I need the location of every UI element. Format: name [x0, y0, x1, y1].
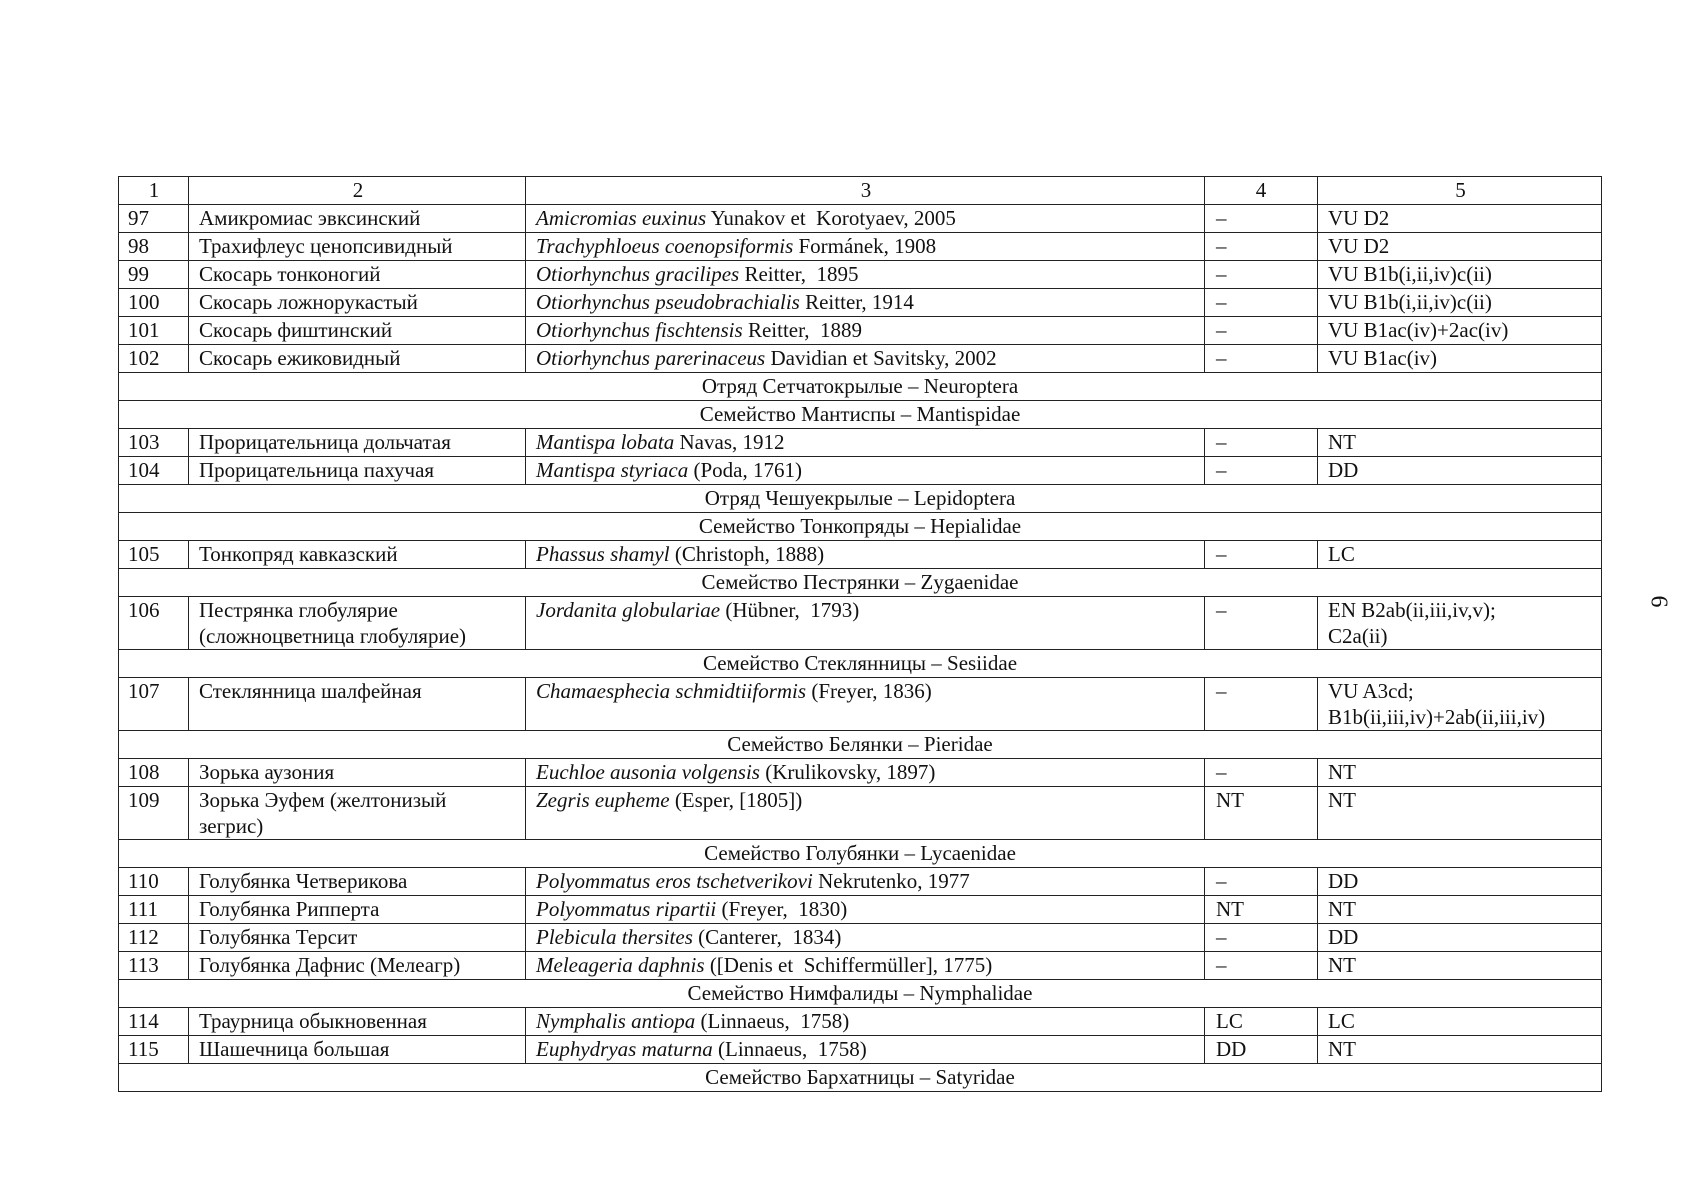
table-header-row	[119, 177, 1602, 205]
section-title: Семейство Тонкопряды – Hepialidae	[119, 513, 1602, 541]
category-col-4-value: DD	[1216, 1037, 1247, 1061]
category-col-4	[1205, 597, 1318, 650]
latin-name-cell	[526, 868, 1205, 896]
iucn-category-cell	[1318, 952, 1602, 980]
category-col-4	[1205, 317, 1318, 345]
taxon-author: ([Denis et Schiffermüller], 1775)	[704, 953, 993, 977]
iucn-category-cell	[1318, 429, 1602, 457]
russian-name-cell	[189, 233, 526, 261]
latin-name-cell	[526, 1036, 1205, 1064]
russian-name-cell	[189, 541, 526, 569]
table-row	[119, 787, 1602, 840]
row-number: 107	[119, 678, 189, 731]
section-title: Семейство Нимфалиды – Nymphalidae	[119, 980, 1602, 1008]
row-number: 103	[119, 429, 189, 457]
section-header-row	[119, 650, 1602, 678]
row-number: 112	[119, 924, 189, 952]
iucn-category-cell	[1318, 289, 1602, 317]
table-row	[119, 597, 1602, 650]
latin-name-cell	[526, 261, 1205, 289]
section-header-row	[119, 840, 1602, 868]
latin-name-cell	[526, 952, 1205, 980]
row-number: 105	[119, 541, 189, 569]
iucn-category: VU D2	[1328, 234, 1390, 258]
row-number: 115	[119, 1036, 189, 1064]
latin-name-cell	[526, 541, 1205, 569]
table-row	[119, 457, 1602, 485]
taxon-author: Reitter, 1889	[742, 318, 863, 342]
row-number: 101	[119, 317, 189, 345]
category-col-4	[1205, 233, 1318, 261]
category-col-4	[1205, 1008, 1318, 1036]
category-col-4-value: –	[1216, 206, 1227, 230]
latin-name-cell	[526, 205, 1205, 233]
section-title: Семейство Стеклянницы – Sesiidae	[119, 650, 1602, 678]
category-col-4-value: –	[1216, 869, 1227, 893]
iucn-category: VU B1ac(iv)	[1328, 346, 1438, 370]
section-header-row	[119, 401, 1602, 429]
category-col-4-value: NT	[1216, 897, 1244, 921]
taxon-author: Navas, 1912	[674, 430, 785, 454]
category-col-4	[1205, 1036, 1318, 1064]
section-title: Семейство Голубянки – Lycaenidae	[119, 840, 1602, 868]
table-row	[119, 541, 1602, 569]
row-number: 108	[119, 759, 189, 787]
taxon-author: Yunakov et Korotyaev, 2005	[706, 206, 956, 230]
table-body	[119, 177, 1602, 1092]
category-col-4	[1205, 541, 1318, 569]
section-header-row	[119, 485, 1602, 513]
taxon-author: (Freyer, 1830)	[716, 897, 848, 921]
russian-name: Голубянка Дафнис (Мелеагр)	[199, 953, 461, 977]
category-col-4	[1205, 205, 1318, 233]
header-col-4: 4	[1205, 177, 1318, 205]
iucn-category: DD	[1328, 869, 1359, 893]
russian-name-cell	[189, 289, 526, 317]
category-col-4-value: –	[1216, 458, 1227, 482]
scientific-name: Euchloe ausonia volgensis	[536, 760, 760, 784]
category-col-4	[1205, 429, 1318, 457]
row-number: 97	[119, 205, 189, 233]
latin-name-cell	[526, 1008, 1205, 1036]
section-header-row	[119, 569, 1602, 597]
table-row	[119, 952, 1602, 980]
russian-name-line-2: зегрис)	[199, 814, 264, 838]
category-col-4-value: –	[1216, 262, 1227, 286]
table-row	[119, 1008, 1602, 1036]
russian-name-cell	[189, 924, 526, 952]
latin-name-cell	[526, 678, 1205, 731]
taxon-author: Formánek, 1908	[793, 234, 937, 258]
table-row	[119, 233, 1602, 261]
table-row	[119, 261, 1602, 289]
russian-name-cell	[189, 597, 526, 650]
iucn-category: LC	[1328, 1009, 1355, 1033]
iucn-category-cell	[1318, 924, 1602, 952]
iucn-category-cell	[1318, 261, 1602, 289]
russian-name: Шашечница большая	[199, 1037, 390, 1061]
category-col-4	[1205, 896, 1318, 924]
russian-name: Прорицательница дольчатая	[199, 430, 451, 454]
iucn-category: NT	[1328, 953, 1356, 977]
taxon-author: Davidian et Savitsky, 2002	[765, 346, 997, 370]
scientific-name: Otiorhynchus gracilipes	[536, 262, 740, 286]
row-number: 99	[119, 261, 189, 289]
iucn-category-cell	[1318, 1008, 1602, 1036]
russian-name: Траурница обыкновенная	[199, 1009, 427, 1033]
latin-name-cell	[526, 759, 1205, 787]
iucn-category-cell	[1318, 678, 1602, 731]
category-col-4-value: –	[1216, 760, 1227, 784]
scientific-name: Jordanita globulariae	[536, 598, 721, 622]
russian-name-cell	[189, 868, 526, 896]
table-row	[119, 317, 1602, 345]
iucn-category-line-2: B1b(ii,iii,iv)+2ab(ii,iii,iv)	[1328, 705, 1546, 729]
russian-name-cell	[189, 787, 526, 840]
taxon-author: Nekrutenko, 1977	[812, 869, 970, 893]
latin-name-cell	[526, 924, 1205, 952]
russian-name-cell	[189, 345, 526, 373]
scientific-name: Meleageria daphnis	[536, 953, 705, 977]
russian-name: Голубянка Рипперта	[199, 897, 380, 921]
section-header-row	[119, 373, 1602, 401]
header-col-3: 3	[526, 177, 1205, 205]
russian-name: Голубянка Четверикова	[199, 869, 408, 893]
taxon-author: Reitter, 1914	[799, 290, 914, 314]
russian-name-cell	[189, 457, 526, 485]
russian-name: Пестрянка глобулярие	[199, 598, 398, 622]
russian-name: Скосарь фиштинский	[199, 318, 393, 342]
russian-name-line-2	[199, 704, 517, 730]
russian-name-cell	[189, 429, 526, 457]
iucn-category-cell	[1318, 787, 1602, 840]
russian-name: Зорька аузония	[199, 760, 335, 784]
latin-name-cell	[526, 345, 1205, 373]
category-col-4-value: –	[1216, 234, 1227, 258]
species-table-container	[118, 176, 1595, 1092]
taxon-author: (Krulikovsky, 1897)	[759, 760, 936, 784]
iucn-category-cell	[1318, 868, 1602, 896]
page-number: 6	[1645, 595, 1672, 608]
russian-name: Стеклянница шалфейная	[199, 679, 422, 703]
iucn-category-cell	[1318, 896, 1602, 924]
latin-name-cell	[526, 787, 1205, 840]
iucn-category-cell	[1318, 1036, 1602, 1064]
section-title: Семейство Бархатницы – Satyridae	[119, 1064, 1602, 1092]
latin-name-cell	[526, 597, 1205, 650]
iucn-category: DD	[1328, 925, 1359, 949]
table-row	[119, 429, 1602, 457]
scientific-name: Amicromias euxinus	[536, 206, 707, 230]
iucn-category: NT	[1328, 430, 1356, 454]
row-number: 109	[119, 787, 189, 840]
latin-name-cell	[526, 457, 1205, 485]
category-col-4-value: –	[1216, 953, 1227, 977]
iucn-category: VU A3cd;	[1328, 679, 1414, 703]
iucn-category-cell	[1318, 205, 1602, 233]
iucn-category: LC	[1328, 542, 1355, 566]
header-col-2: 2	[189, 177, 526, 205]
iucn-category: VU B1b(i,ii,iv)c(ii)	[1328, 290, 1492, 314]
category-col-4	[1205, 952, 1318, 980]
iucn-category-line-2: C2a(ii)	[1328, 624, 1388, 648]
table-row	[119, 289, 1602, 317]
scientific-name: Nymphalis antiopa	[536, 1009, 696, 1033]
russian-name-cell	[189, 1008, 526, 1036]
latin-name-cell	[526, 233, 1205, 261]
scientific-name: Otiorhynchus pseudobrachialis	[536, 290, 800, 314]
section-title: Семейство Белянки – Pieridae	[119, 731, 1602, 759]
latin-name-cell	[526, 317, 1205, 345]
taxon-author: (Canterer, 1834)	[692, 925, 842, 949]
iucn-category-cell	[1318, 457, 1602, 485]
category-col-4-value: –	[1216, 318, 1227, 342]
iucn-category: NT	[1328, 897, 1356, 921]
scientific-name: Mantispa lobata	[536, 430, 675, 454]
russian-name: Скосарь ежиковидный	[199, 346, 401, 370]
iucn-category-cell	[1318, 597, 1602, 650]
header-col-1: 1	[119, 177, 189, 205]
row-number: 114	[119, 1008, 189, 1036]
category-col-4	[1205, 261, 1318, 289]
scientific-name: Euphydryas maturna	[536, 1037, 713, 1061]
row-number: 113	[119, 952, 189, 980]
category-col-4	[1205, 457, 1318, 485]
table-row	[119, 345, 1602, 373]
category-col-4	[1205, 924, 1318, 952]
category-col-4-value: –	[1216, 598, 1227, 622]
category-col-4-value: –	[1216, 346, 1227, 370]
taxon-author: (Freyer, 1836)	[806, 679, 932, 703]
taxon-author: (Linnaeus, 1758)	[695, 1009, 850, 1033]
iucn-category: NT	[1328, 788, 1356, 812]
species-table	[118, 176, 1602, 1092]
row-number: 111	[119, 896, 189, 924]
section-header-row	[119, 513, 1602, 541]
category-col-4-value: –	[1216, 679, 1227, 703]
row-number: 106	[119, 597, 189, 650]
table-row	[119, 896, 1602, 924]
iucn-category-cell	[1318, 345, 1602, 373]
iucn-category: VU B1b(i,ii,iv)c(ii)	[1328, 262, 1492, 286]
scientific-name: Plebicula thersites	[536, 925, 693, 949]
row-number: 110	[119, 868, 189, 896]
russian-name-cell	[189, 896, 526, 924]
category-col-4	[1205, 868, 1318, 896]
category-col-4-value: –	[1216, 430, 1227, 454]
latin-name-cell	[526, 289, 1205, 317]
russian-name-cell	[189, 678, 526, 731]
taxon-author: (Esper, [1805])	[669, 788, 803, 812]
category-col-4	[1205, 345, 1318, 373]
section-title: Отряд Чешуекрылые – Lepidoptera	[119, 485, 1602, 513]
scientific-name: Mantispa styriaca	[536, 458, 689, 482]
taxon-author: (Poda, 1761)	[688, 458, 802, 482]
iucn-category-cell	[1318, 317, 1602, 345]
scientific-name: Polyommatus ripartii	[536, 897, 717, 921]
table-row	[119, 868, 1602, 896]
section-header-row	[119, 1064, 1602, 1092]
section-header-row	[119, 980, 1602, 1008]
russian-name-cell	[189, 759, 526, 787]
header-col-5: 5	[1318, 177, 1602, 205]
scientific-name: Chamaesphecia schmidtiiformis	[536, 679, 807, 703]
category-col-4-value: –	[1216, 542, 1227, 566]
table-row	[119, 924, 1602, 952]
scientific-name: Polyommatus eros tschetverikovi	[536, 869, 813, 893]
iucn-category-cell	[1318, 541, 1602, 569]
russian-name-cell	[189, 1036, 526, 1064]
taxon-author: (Linnaeus, 1758)	[712, 1037, 867, 1061]
russian-name-cell	[189, 205, 526, 233]
russian-name: Скосарь тонконогий	[199, 262, 381, 286]
iucn-category: EN B2ab(ii,iii,iv,v);	[1328, 598, 1496, 622]
category-col-4-value: LC	[1216, 1009, 1243, 1033]
russian-name: Прорицательница пахучая	[199, 458, 435, 482]
category-col-4-value: NT	[1216, 788, 1244, 812]
russian-name-cell	[189, 317, 526, 345]
iucn-category-cell	[1318, 233, 1602, 261]
iucn-category: DD	[1328, 458, 1359, 482]
russian-name-cell	[189, 261, 526, 289]
russian-name-cell	[189, 952, 526, 980]
row-number: 100	[119, 289, 189, 317]
row-number: 104	[119, 457, 189, 485]
category-col-4-value: –	[1216, 925, 1227, 949]
category-col-4	[1205, 787, 1318, 840]
russian-name: Тонкопряд кавказский	[199, 542, 398, 566]
scientific-name: Trachyphloeus coenopsiformis	[536, 234, 794, 258]
iucn-category: VU D2	[1328, 206, 1390, 230]
row-number: 102	[119, 345, 189, 373]
category-col-4	[1205, 759, 1318, 787]
iucn-category: NT	[1328, 1037, 1356, 1061]
iucn-category: VU B1ac(iv)+2ac(iv)	[1328, 318, 1509, 342]
category-col-4	[1205, 678, 1318, 731]
russian-name: Голубянка Терсит	[199, 925, 358, 949]
russian-name: Скосарь ложнорукастый	[199, 290, 418, 314]
taxon-author: Reitter, 1895	[739, 262, 859, 286]
latin-name-cell	[526, 429, 1205, 457]
section-title: Семейство Мантиспы – Mantispidae	[119, 401, 1602, 429]
scientific-name: Zegris eupheme	[536, 788, 670, 812]
section-title: Отряд Сетчатокрылые – Neuroptera	[119, 373, 1602, 401]
latin-name-cell	[526, 896, 1205, 924]
section-title: Семейство Пестрянки – Zygaenidae	[119, 569, 1602, 597]
category-col-4-value: –	[1216, 290, 1227, 314]
row-number: 98	[119, 233, 189, 261]
scientific-name: Otiorhynchus parerinaceus	[536, 346, 766, 370]
scientific-name: Otiorhynchus fischtensis	[536, 318, 743, 342]
taxon-author: (Hübner, 1793)	[720, 598, 860, 622]
russian-name-line-2: (сложноцветница глобулярие)	[199, 624, 467, 648]
russian-name: Трахифлеус ценопсивидный	[199, 234, 453, 258]
iucn-category-line-2	[1328, 813, 1593, 839]
table-row	[119, 205, 1602, 233]
russian-name: Зорька Эуфем (желтонизый	[199, 788, 447, 812]
taxon-author: (Christoph, 1888)	[669, 542, 825, 566]
category-col-4	[1205, 289, 1318, 317]
scientific-name: Phassus shamyl	[536, 542, 670, 566]
section-header-row	[119, 731, 1602, 759]
table-row	[119, 1036, 1602, 1064]
iucn-category-cell	[1318, 759, 1602, 787]
table-row	[119, 678, 1602, 731]
russian-name: Амикромиас эвксинский	[199, 206, 421, 230]
iucn-category: NT	[1328, 760, 1356, 784]
table-row	[119, 759, 1602, 787]
